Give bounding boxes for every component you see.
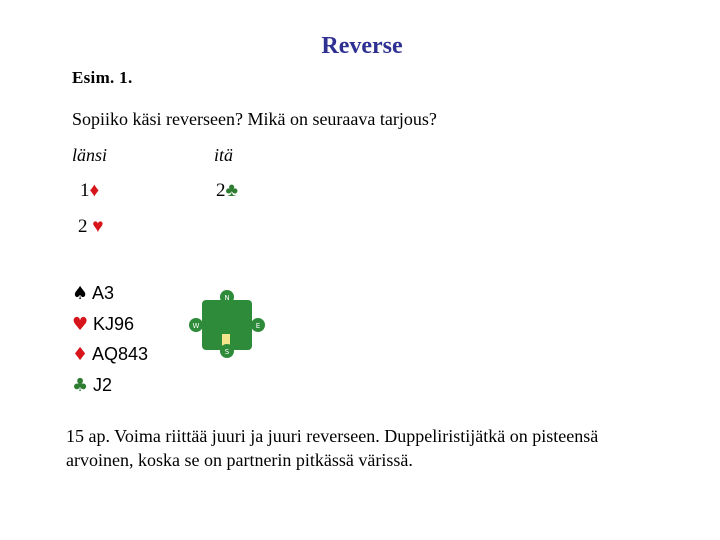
heart-cards: KJ96: [93, 314, 135, 334]
hand-spades: [72, 283, 114, 304]
north-label: N: [224, 294, 230, 302]
diamond-cards: AQ843: [92, 344, 149, 364]
hand-diamonds: [72, 344, 148, 365]
east-bid-1: [216, 180, 238, 202]
footnote-text: 15 ap. Voima riittää juuri ja juuri reverseen. Duppeliristijätkä on pisteensä arvoinen, koska se on partnerin pitkässä värissä.: [66, 426, 599, 470]
bid-level: 2: [216, 180, 226, 201]
compass-table-icon: [188, 290, 266, 358]
club-icon: ♣: [72, 375, 89, 396]
hand-hearts: [72, 314, 134, 335]
spade-icon: ♠: [72, 283, 89, 304]
heart-icon: ♥: [72, 314, 89, 335]
diamond-icon: ♦: [72, 344, 89, 365]
east-compass-label: E: [255, 322, 261, 330]
example-heading: Esim. 1.: [72, 68, 133, 87]
west-bid-2: [78, 216, 104, 238]
page-title: Reverse: [321, 33, 403, 59]
club-icon: ♣: [225, 180, 238, 201]
diamond-icon: ♦: [89, 180, 100, 201]
bid-level: 2: [78, 216, 88, 237]
club-cards: J2: [93, 375, 113, 395]
question-text: Sopiiko käsi reverseen? Mikä on seuraava tarjous?: [72, 109, 437, 129]
south-label: S: [224, 348, 230, 356]
bid-level: 1: [80, 180, 90, 201]
heart-icon: ♥: [92, 216, 104, 237]
west-bid-1: [80, 180, 99, 202]
spade-cards: A3: [92, 283, 115, 303]
west-label: länsi: [72, 145, 108, 165]
east-label: itä: [214, 145, 234, 165]
hand-clubs: [72, 375, 112, 396]
west-compass-label: W: [192, 322, 200, 330]
